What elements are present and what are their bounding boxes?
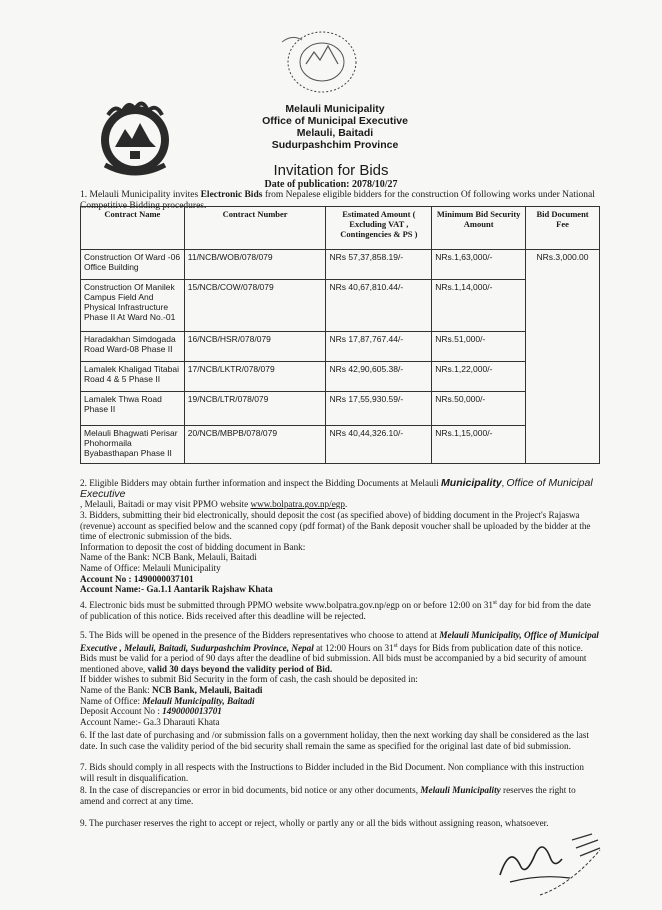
office-name: Name of Office: Melauli Municipality xyxy=(80,562,221,573)
table-header-row xyxy=(81,207,600,250)
header-bid-security: Minimum Bid Security Amount xyxy=(432,207,526,250)
header-document-fee: Bid Document Fee xyxy=(526,207,600,250)
contract-number: 19/NCB/LTR/078/079 xyxy=(184,392,326,426)
header-contract-name: Contract Name xyxy=(81,207,185,250)
header-line-1: Melauli Municipality xyxy=(285,103,385,115)
contract-name: Construction Of Manilek Campus Field And Physical Infrastructure Phase II At Ward No.-01 xyxy=(81,280,185,332)
contract-name: Construction Of Ward -06 Office Building xyxy=(81,250,185,280)
estimated-amount: NRs 42,90,605.38/- xyxy=(326,362,432,392)
ppmo-website-link[interactable]: www.bolpatra.gov.np/egp xyxy=(250,499,345,510)
account-number: Account No : 1490000037101 xyxy=(80,573,194,584)
header-line-2: Office of Municipal Executive xyxy=(262,115,408,127)
estimated-amount: NRs 57,37,858.19/- xyxy=(326,250,432,280)
paragraph-4: 4. Electronic bids must be submitted through PPMO website www.bolpatra.gov.np/egp on or before 12:00 on 31st day for bid from the date of publication of this notice. Bids received after this deadline will be rejected. xyxy=(80,600,591,621)
paragraph-8: 8. In the case of discrepancies or error in bid documents, bid notice or any other documents, Melauli Municipality reserves the right to amend and correct at any time. xyxy=(80,785,576,806)
contracts-table xyxy=(80,206,600,464)
contract-number: 15/NCB/COW/078/079 xyxy=(184,280,326,332)
signature-stamp xyxy=(480,820,610,900)
contract-number: 17/NCB/LKTR/078/079 xyxy=(184,362,326,392)
header-estimated-amount: Estimated Amount ( Excluding VAT , Contingencies & PS ) xyxy=(326,207,432,250)
bid-security: NRs.1,15,000/- xyxy=(432,426,526,464)
intro-paragraph: 1. Melauli Municipality invites Electronic Bids from Nepalese eligible bidders for the construction Of following works under National Competitive Bidding procedures. xyxy=(80,190,595,211)
bid-security: NRs.1,14,000/- xyxy=(432,280,526,332)
paragraph-2: 2. Eligible Bidders may obtain further information and inspect the Bidding Documents at Melauli Municipality, Office of Municipal Executive , Melauli, Baitadi or may visit PPMO website www.bolpatra.gov.np/egp. xyxy=(80,477,593,510)
contract-name: Lamalek Khaligad Titabai Road 4 & 5 Phase II xyxy=(81,362,185,392)
header-line-3: Melauli, Baitadi xyxy=(296,127,374,139)
bid-security: NRs.1,22,000/- xyxy=(432,362,526,392)
table-row xyxy=(81,426,600,464)
header-contract-number: Contract Number xyxy=(184,207,326,250)
paragraph-6: 6. If the last date of purchasing and /or submission falls on a government holiday, then the next working day shall be considered as the last date. In such case the validity period of the bid security shall remain the same as specified for the original last date of bid submission. xyxy=(80,730,589,751)
header-line-4: Sudurpashchim Province xyxy=(271,139,399,151)
municipality-header xyxy=(250,103,420,151)
bid-security: NRs.1,63,000/- xyxy=(432,250,526,280)
paragraph-9: 9. The purchaser reserves the right to accept or reject, wholly or partly any or all the bids without assigning reason, whatsoever. xyxy=(80,818,549,828)
contract-number: 20/NCB/MBPB/078/079 xyxy=(184,426,326,464)
paragraph-3: 3. Bidders, submitting their bid electronically, should deposit the cost (as specified above) of bidding document in the Project's Rajaswa (revenue) account as specified below and the scanned copy (pdf format) of the Bank deposit voucher shall be uploaded by the bidder at the time of electronic submission of the bids. Information to deposit the cost of bidding document in Bank: Name of the Bank: NCB Bank, Melauli, Baitadi Name of Office: Melauli Municipality Account No : 1490000037101 Account Name:- Ga.1.1 Aantarik Rajshaw Khata xyxy=(80,510,600,595)
bid-document-fee: NRs.3,000.00 xyxy=(526,250,600,464)
table-row xyxy=(81,250,600,280)
bid-security: NRs.50,000/- xyxy=(432,392,526,426)
paragraph-5: 5. The Bids will be opened in the presence of the Bidders representatives who choose to attend at Melauli Municipality, Office of Municipal Executive , Melauli, Baitadi, Sudurpashchim Province, Nepal at 12:00 Hours on 31st days for Bids from publication date of this notice. Bids must be valid for a period of 90 days after the deadline of bid submission. All bids must be accompanied by a bid security of amount mentioned above, valid 30 days beyond the validity period of Bid. If bidder wishes to submit Bid Security in the form of cash, the cash should be deposited in: Name of the Bank: NCB Bank, Melauli, Baitadi Name of Office: Melauli Municipality, Baitadi Deposit Account No : 1490000013701 Account Name:- Ga.3 Dharauti Khata xyxy=(80,630,599,727)
bid-security: NRs.51,000/- xyxy=(432,332,526,362)
publication-date: Date of publication: 2078/10/27 xyxy=(264,179,398,190)
table-row xyxy=(81,362,600,392)
bank-info-heading: Information to deposit the cost of bidding document in Bank: xyxy=(80,541,306,552)
estimated-amount: NRs 17,55,930.59/- xyxy=(326,392,432,426)
estimated-amount: NRs 17,87,767.44/- xyxy=(326,332,432,362)
table-row xyxy=(81,280,600,332)
contract-name: Haradakhan Simdogada Road Ward-08 Phase II xyxy=(81,332,185,362)
table-row xyxy=(81,392,600,426)
table-row xyxy=(81,332,600,362)
contract-name: Lamalek Thwa Road Phase II xyxy=(81,392,185,426)
paragraph-7: 7. Bids should comply in all respects with the Instructions to Bidder included in the Bid Document. Non compliance with this instruction will result in disqualification. xyxy=(80,762,584,783)
estimated-amount: NRs 40,44,326.10/- xyxy=(326,426,432,464)
account-name: Account Name:- Ga.1.1 Aantarik Rajshaw Khata xyxy=(80,584,273,595)
contract-number: 11/NCB/WOB/078/079 xyxy=(184,250,326,280)
contract-name: Melauli Bhagwati Perisar Phohormaila Byabasthapan Phase II xyxy=(81,426,185,464)
bank-name: Name of the Bank: NCB Bank, Melauli, Baitadi xyxy=(80,552,257,563)
page-title: Invitation for Bids xyxy=(273,162,389,179)
estimated-amount: NRs 40,67,810.44/- xyxy=(326,280,432,332)
contract-number: 16/NCB/HSR/078/079 xyxy=(184,332,326,362)
